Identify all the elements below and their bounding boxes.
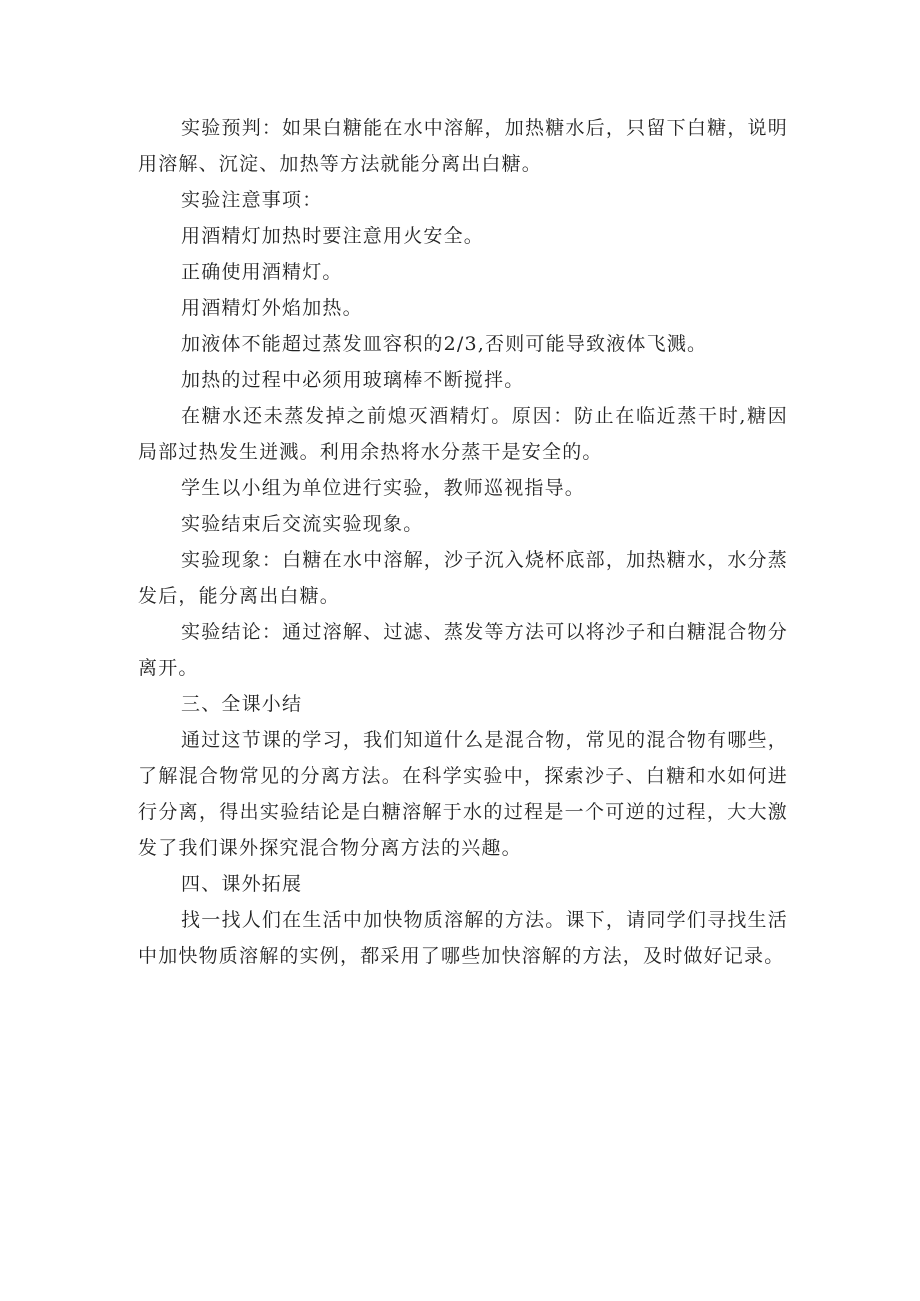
paragraph-summary: 通过这节课的学习，我们知道什么是混合物，常见的混合物有哪些，了解混合物常见的分离方法。在科学实验中，探索沙子、白糖和水如何进行分离，得出实验结论是白糖溶解于水的过程是一个可逆的过程，大大激发了我们课外探究混合物分离方法的兴趣。 [138, 729, 788, 859]
paragraph-precaution-extinguish: 在糖水还未蒸发掉之前熄灭酒精灯。原因：防止在临近蒸干时,糖因局部过热发生迸溅。利用余热将水分蒸干是安全的。 [138, 405, 788, 463]
paragraph-precautions-heading: 实验注意事项： [181, 189, 323, 211]
paragraph-precaution-liquid-volume: 加液体不能超过蒸发皿容积的2/3,否则可能导致液体飞溅。 [181, 333, 708, 355]
paragraph-extension: 找一找人们在生活中加快物质溶解的方法。课下，请同学们寻找生活中加快物质溶解的实例，都采用了哪些加快溶解的方法，及时做好记录。 [138, 909, 788, 967]
section-heading-summary: 三、全课小结 [181, 693, 303, 715]
paragraph-group-experiment: 学生以小组为单位进行实验，教师巡视指导。 [181, 477, 586, 499]
paragraph-precaution-outer-flame: 用酒精灯外焰加热。 [181, 297, 363, 319]
paragraph-precaution-correct-use: 正确使用酒精灯。 [181, 261, 343, 283]
section-heading-extension: 四、课外拓展 [181, 873, 303, 895]
paragraph-conclusion: 实验结论：通过溶解、过滤、蒸发等方法可以将沙子和白糖混合物分离开。 [138, 621, 788, 679]
paragraph-phenomena: 实验现象：白糖在水中溶解，沙子沉入烧杯底部，加热糖水，水分蒸发后，能分离出白糖。 [138, 549, 788, 607]
paragraph-precaution-stirring: 加热的过程中必须用玻璃棒不断搅拌。 [181, 369, 525, 391]
document-body [138, 110, 788, 974]
paragraph-prediction: 实验预判：如果白糖能在水中溶解，加热糖水后，只留下白糖，说明用溶解、沉淀、加热等方法就能分离出白糖。 [138, 117, 788, 175]
paragraph-precaution-fire-safety: 用酒精灯加热时要注意用火安全。 [181, 225, 485, 247]
paragraph-exchange-phenomena: 实验结束后交流实验现象。 [181, 513, 424, 535]
